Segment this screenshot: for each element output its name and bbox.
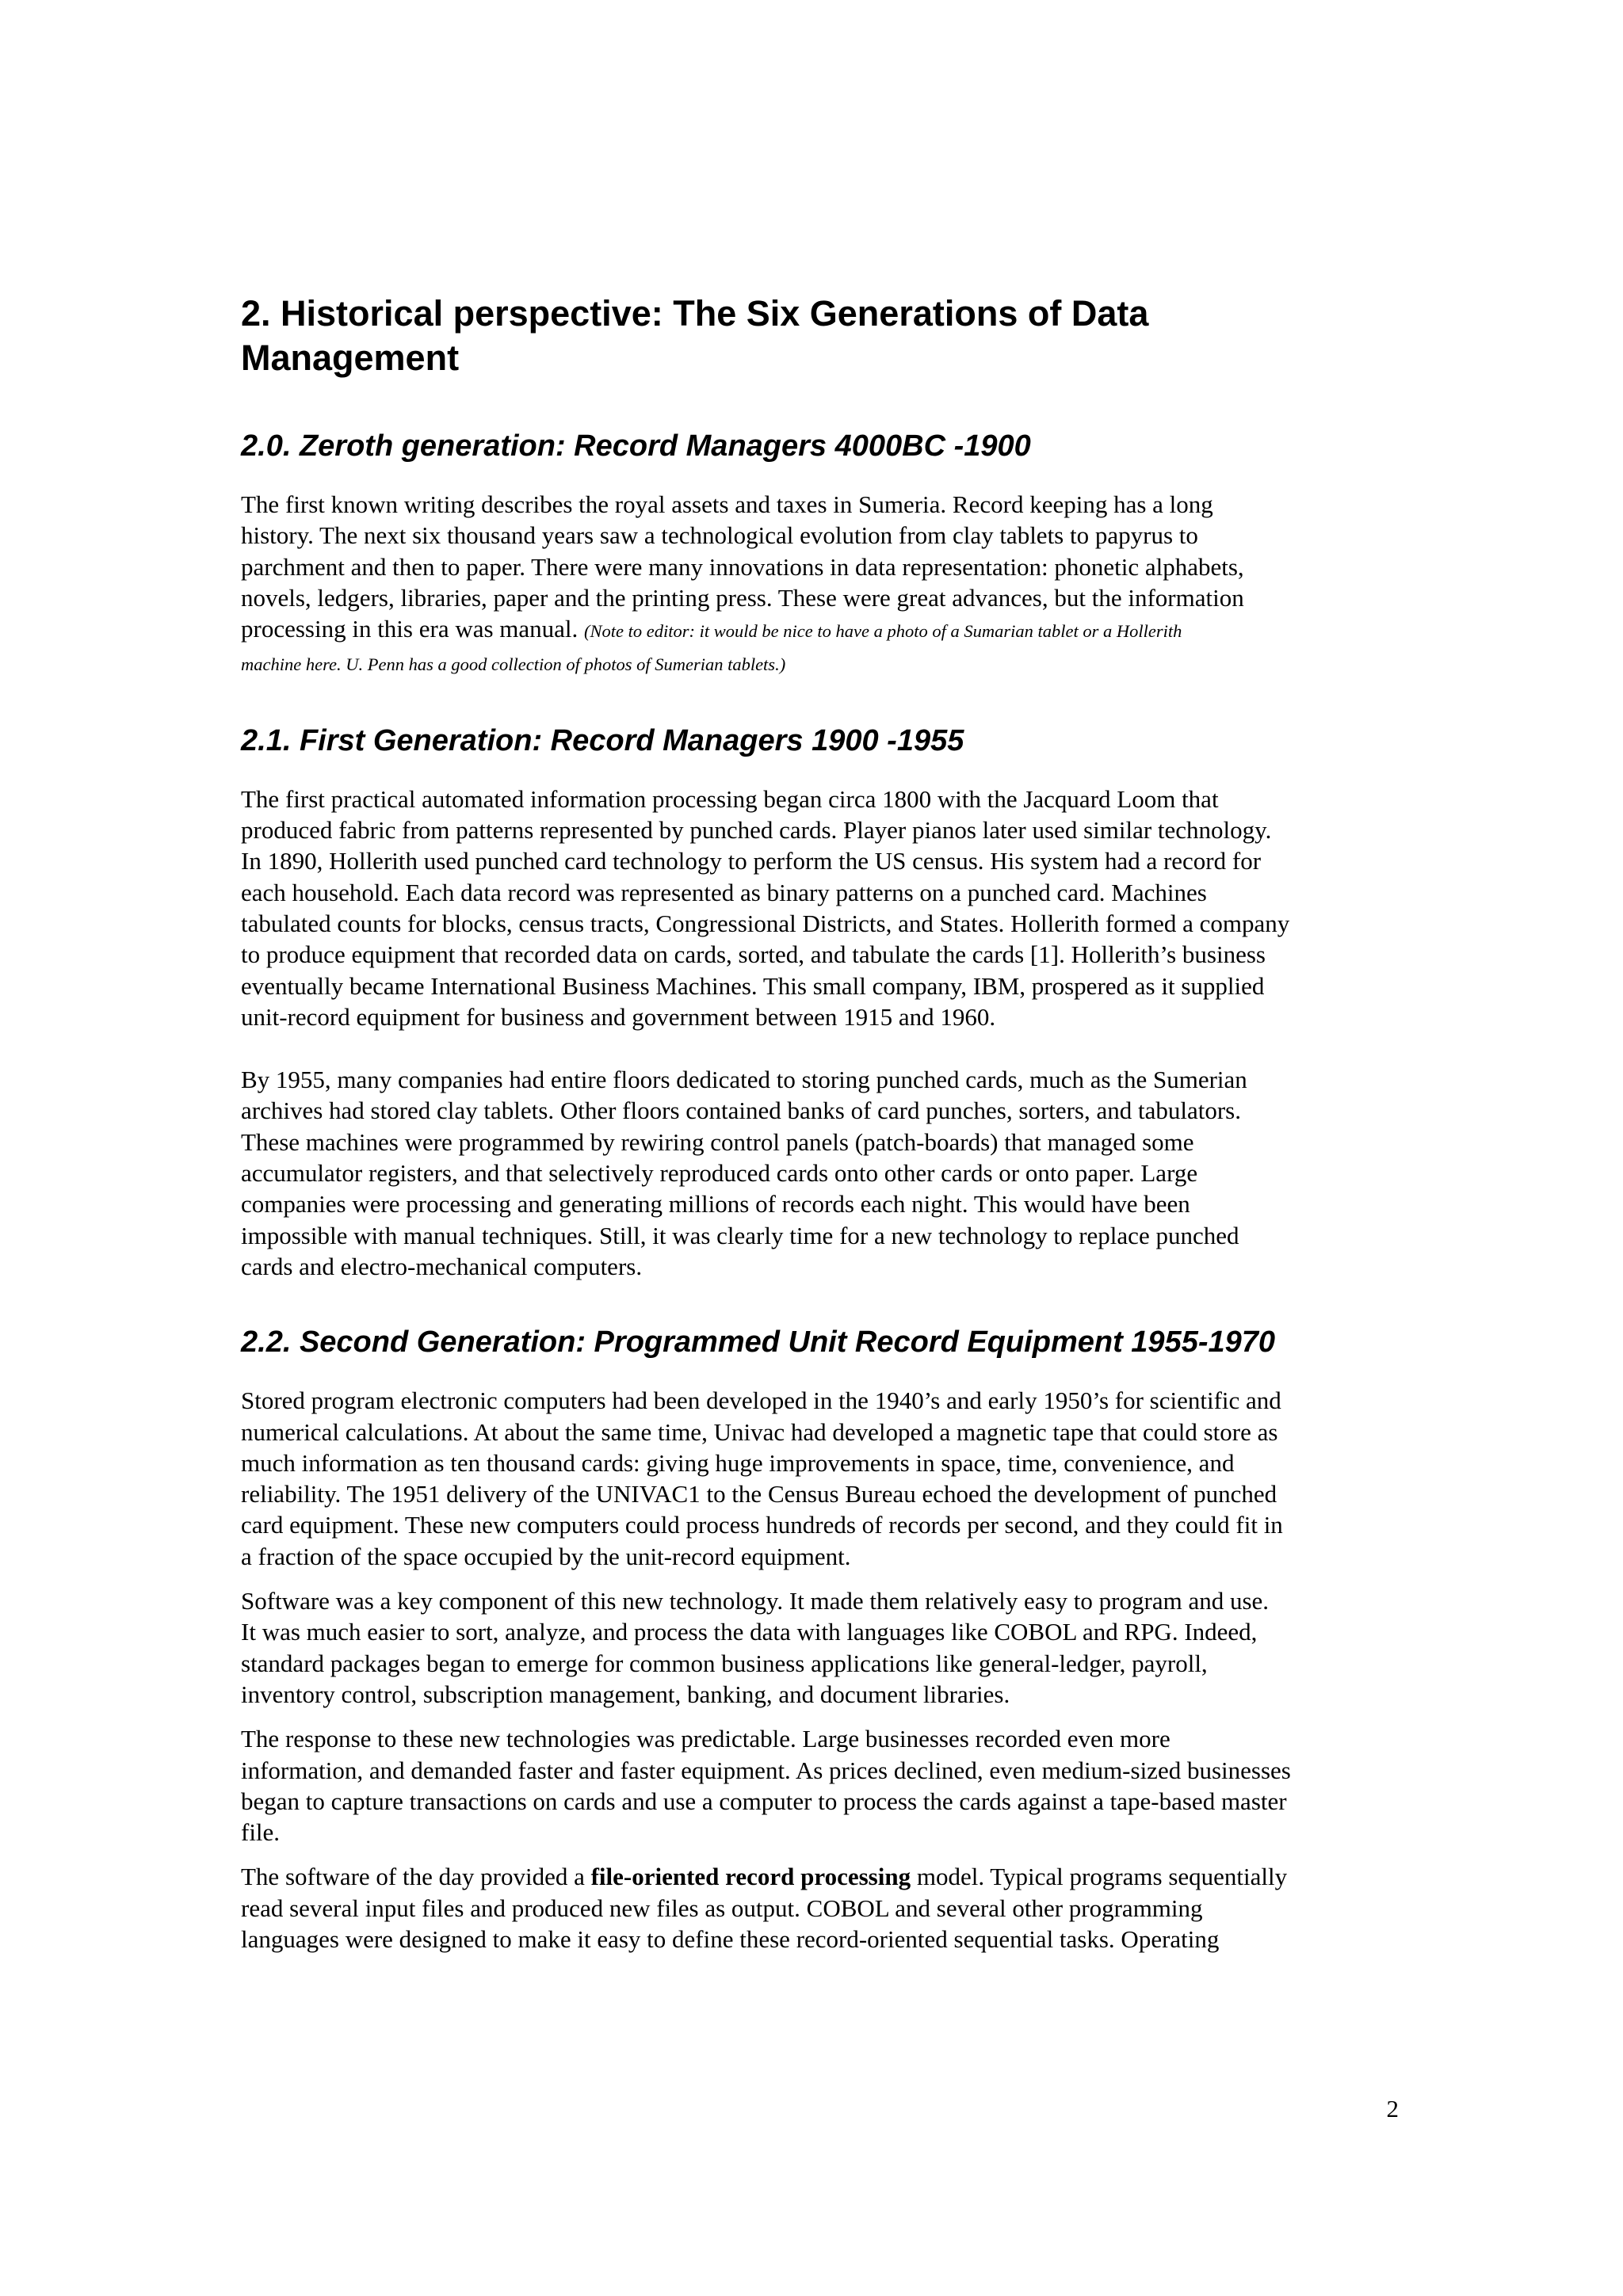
paragraph-text-before: The software of the day provided a	[241, 1863, 591, 1891]
section-heading-2-0: 2.0. Zeroth generation: Record Managers 4000BC -1900	[241, 429, 1031, 463]
page-content	[241, 292, 1398, 1955]
paragraph-text: The first known writing describes the royal assets and taxes in Sumeria. Record keeping has a long history. The next six thousand years saw a technological evolution from clay tablets to papyrus to parchment and then to paper. There were many innovations in data representation: phonetic alphabets, novels, ledgers, libraries, paper and the printing press. These were great advances, but the information processing in this era was manual.	[241, 490, 1244, 643]
section-heading-2-1: 2.1. First Generation: Record Managers 1900 -1955	[241, 723, 964, 757]
section-2-2-paragraph-3: The response to these new technologies was predictable. Large businesses recorded even more information, and demanded faster and faster equipment. As prices declined, even medium-sized businesses began to capture transactions on cards and use a computer to process the cards against a tape-based master file.	[241, 1725, 1291, 1847]
section-2-1-paragraph-2: By 1955, many companies had entire floors dedicated to storing punched cards, much as the Sumerian archives had stored clay tablets. Other floors contained banks of card punches, sorters, and tabulators. These machines were programmed by rewiring control panels (patch-boards) that managed some accumulator registers, and that selectively reproduced cards onto other cards or onto paper. Large companies were processing and generating millions of records each night. This would have been impossible with manual techniques. Still, it was clearly time for a new technology to replace punched cards and electro-mechanical computers.	[241, 1066, 1247, 1280]
section-2-2-paragraph-4	[241, 1861, 1398, 1955]
section-2-1-paragraph-1: The first practical automated information processing began circa 1800 with the Jacquard Loom that produced fabric from patterns represented by punched cards. Player pianos later used similar technology. In 1890, Hollerith used punched card technology to perform the US census. His system had a record for each household. Each data record was represented as binary patterns on a punched card. Machines tabulated counts for blocks, census tracts, Congressional Districts, and States. Hollerith formed a company to produce equipment that recorded data on cards, sorted, and tabulate the cards [1]. Hollerith’s business eventually became International Business Machines. This small company, IBM, prospered as it supplied unit-record equipment for business and government between 1915 and 1960.	[241, 784, 1290, 1031]
page-number: 2	[1386, 2095, 1399, 2122]
section-2-2-paragraph-1: Stored program electronic computers had been developed in the 1940’s and early 1950’s for scientific and numerical calculations. At about the same time, Univac had developed a magnetic tape that could store as much information as ten thousand cards: giving huge improvements in space, time, convenience, and reliability. The 1951 delivery of the UNIVAC1 to the Census Bureau echoed the development of punched card equipment. These new computers could process hundreds of records per second, and they could fit in a fraction of the space occupied by the unit-record equipment.	[241, 1386, 1283, 1570]
paragraph-text-after: model. Typical programs sequentially read several input files and produced new files as output. COBOL and several other programming languages were designed to make it easy to define these record-oriented sequential tasks. Operating	[241, 1863, 1288, 1953]
section-heading-2-2: 2.2. Second Generation: Programmed Unit Record Equipment 1955-1970	[241, 1325, 1276, 1360]
bold-term: file-oriented record processing	[590, 1863, 911, 1891]
section-2-0-paragraph	[241, 489, 1398, 681]
section-2-2-paragraph-2: Software was a key component of this new technology. It made them relatively easy to program and use. It was much easier to sort, analyze, and process the data with languages like COBOL and RPG. Indeed, standard packages began to emerge for common business applications like general-ledger, payroll, inventory control, subscription management, banking, and document libraries.	[241, 1587, 1270, 1708]
editor-note: (Note to editor: it would be nice to have a photo of a Sumarian tablet or a Hollerith machine here. U. Penn has a good collection of photos of Sumerian tablets.)	[241, 621, 1182, 675]
chapter-title: 2. Historical perspective: The Six Generations of Data Management	[241, 293, 1149, 378]
